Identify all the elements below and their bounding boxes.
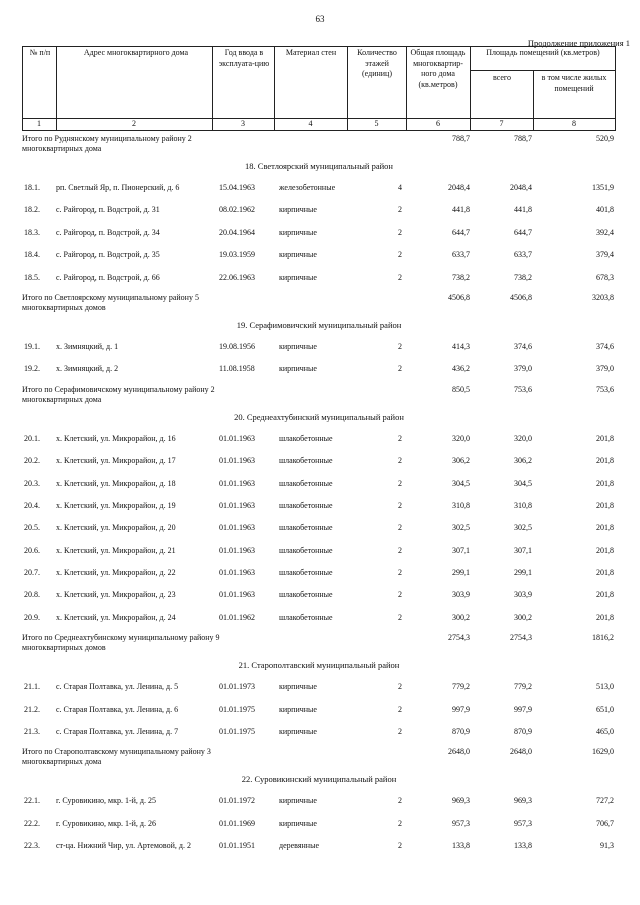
- total-label: Итого по Руднянскому муниципальному району 2 многоквартирных дома: [22, 134, 192, 153]
- row-floors: 2: [398, 364, 402, 374]
- col-line: [615, 46, 616, 131]
- row-col7: 379,0: [514, 364, 532, 374]
- header-num: 2: [132, 119, 136, 128]
- total-col8: 520,9: [596, 134, 614, 143]
- row-year: 01.01.1951: [219, 841, 255, 851]
- total-col8: 753,6: [596, 384, 614, 394]
- header-num: 3: [241, 119, 245, 128]
- table-row: [22, 451, 616, 473]
- row-col8: 379,4: [596, 250, 614, 260]
- row-year: 01.01.1963: [219, 456, 255, 466]
- row-address: х. Зимняцкий, д. 2: [56, 364, 119, 374]
- row-year: 20.04.1964: [219, 227, 255, 237]
- table-row: [22, 178, 616, 200]
- row-year: 11.08.1958: [219, 364, 255, 374]
- row-col8: 374,6: [596, 341, 614, 351]
- row-col6: 299,1: [452, 568, 470, 578]
- row-year: 19.03.1959: [219, 250, 255, 260]
- row-col6: 779,2: [452, 682, 470, 692]
- row-floors: 2: [398, 523, 402, 533]
- header-col6: Общая площадь многоквартир-ного дома (кв.метров): [410, 48, 466, 89]
- row-year: 01.01.1963: [219, 568, 255, 578]
- row-address: г. Суровикино, мкр. 1-й, д. 26: [56, 818, 156, 828]
- row-material: шлакобетонные: [279, 545, 333, 555]
- section-row: [22, 657, 616, 677]
- table-row: [22, 563, 616, 585]
- row-number: 21.3.: [24, 727, 40, 737]
- row-floors: 2: [398, 227, 402, 237]
- row-year: 01.01.1962: [219, 612, 255, 622]
- row-number: 20.4.: [24, 500, 40, 510]
- row-col6: 870,9: [452, 727, 470, 737]
- row-material: кирпичные: [279, 272, 317, 282]
- row-material: кирпичные: [279, 796, 317, 806]
- row-floors: 2: [398, 456, 402, 466]
- section-row: [22, 409, 616, 429]
- total-row: [22, 744, 616, 771]
- row-col8: 401,8: [596, 205, 614, 215]
- header-num: 5: [374, 119, 379, 128]
- row-floors: 2: [398, 727, 402, 737]
- row-number: 20.3.: [24, 478, 40, 488]
- table-row: [22, 200, 616, 222]
- header-top-rule: [22, 46, 616, 47]
- row-material: шлакобетонные: [279, 590, 333, 600]
- row-address: х. Клетский, ул. Микрорайон, д. 16: [56, 433, 176, 443]
- row-floors: 2: [398, 250, 402, 260]
- row-year: 08.02.1962: [219, 205, 255, 215]
- row-year: 01.01.1969: [219, 818, 255, 828]
- row-col8: 379,0: [596, 364, 614, 374]
- row-material: шлакобетонные: [279, 456, 333, 466]
- row-floors: 2: [398, 612, 402, 622]
- row-material: железобетонные: [279, 183, 336, 192]
- row-number: 20.5.: [24, 523, 40, 533]
- row-floors: 2: [398, 796, 402, 806]
- table-row: [22, 518, 616, 540]
- section-title: 19. Серафимовичский муниципальный район: [236, 319, 402, 330]
- table-row: [22, 791, 616, 813]
- row-year: 01.01.1963: [219, 523, 255, 533]
- row-col7: 644,7: [514, 227, 532, 237]
- row-col7: 2048,4: [510, 183, 532, 192]
- row-col7: 300,2: [514, 612, 532, 622]
- row-floors: 2: [398, 682, 402, 692]
- row-material: кирпичные: [279, 727, 317, 737]
- row-material: шлакобетонные: [279, 612, 333, 622]
- row-col7: 633,7: [514, 250, 532, 260]
- total-col8: 1816,2: [592, 633, 614, 643]
- table-row: [22, 223, 616, 245]
- row-col8: 201,8: [596, 478, 614, 488]
- row-material: шлакобетонные: [279, 523, 333, 533]
- row-col7: 302,5: [514, 523, 532, 533]
- row-col7: 133,8: [514, 841, 532, 851]
- total-col6: 4506,8: [448, 292, 470, 302]
- row-col8: 201,8: [596, 590, 614, 600]
- row-col8: 201,8: [596, 500, 614, 510]
- row-material: кирпичные: [279, 704, 317, 714]
- row-number: 19.2.: [24, 364, 40, 374]
- row-address: с. Старая Полтавка, ул. Ленина, д. 6: [56, 704, 179, 714]
- row-number: 18.1.: [24, 183, 40, 192]
- row-number: 20.6.: [24, 545, 40, 555]
- row-col6: 633,7: [452, 250, 470, 260]
- header-num: 8: [572, 119, 576, 128]
- row-material: кирпичные: [279, 341, 317, 351]
- row-col8: 392,4: [596, 227, 614, 237]
- row-material: деревянные: [279, 841, 320, 851]
- row-year: 01.01.1963: [219, 478, 255, 488]
- row-address: с. Райгород, п. Водстрой, д. 31: [56, 205, 160, 215]
- row-col8: 727,2: [596, 796, 614, 806]
- row-col8: 201,8: [596, 568, 614, 578]
- row-col6: 2048,4: [448, 183, 470, 192]
- header-col7: всего: [492, 73, 511, 82]
- row-year: 22.06.1963: [219, 272, 255, 282]
- row-col6: 310,8: [452, 500, 470, 510]
- row-address: х. Клетский, ул. Микрорайон, д. 20: [56, 523, 176, 533]
- table-row: [22, 337, 616, 359]
- row-number: 22.3.: [24, 841, 40, 851]
- row-col7: 738,2: [514, 272, 532, 282]
- table-row: [22, 585, 616, 607]
- row-col6: 969,3: [452, 796, 470, 806]
- row-address: с. Старая Полтавка, ул. Ленина, д. 5: [56, 682, 179, 692]
- row-col7: 374,6: [514, 341, 532, 351]
- row-address: с. Райгород, п. Водстрой, д. 66: [56, 272, 160, 282]
- row-address: с. Райгород, п. Водстрой, д. 35: [56, 250, 160, 260]
- row-col7: 969,3: [514, 796, 532, 806]
- row-col7: 310,8: [514, 500, 532, 510]
- row-col7: 303,9: [514, 590, 532, 600]
- row-address: с. Старая Полтавка, ул. Ленина, д. 7: [56, 727, 179, 737]
- row-address: х. Клетский, ул. Микрорайон, д. 22: [56, 568, 176, 578]
- row-number: 20.1.: [24, 433, 40, 443]
- row-col8: 1351,9: [592, 183, 614, 192]
- row-col7: 306,2: [514, 456, 532, 466]
- row-address: х. Клетский, ул. Микрорайон, д. 17: [56, 456, 176, 466]
- table-body: [22, 131, 616, 859]
- area-group-rule: [470, 70, 616, 71]
- row-col7: 441,8: [514, 205, 532, 215]
- row-number: 20.2.: [24, 456, 40, 466]
- row-col7: 299,1: [514, 568, 532, 578]
- header-col8: в том числе жилых помещений: [541, 73, 607, 93]
- row-col6: 957,3: [452, 818, 470, 828]
- row-col6: 302,5: [452, 523, 470, 533]
- row-material: кирпичные: [279, 682, 317, 692]
- row-year: 01.01.1963: [219, 545, 255, 555]
- row-floors: 2: [398, 704, 402, 714]
- row-col6: 307,1: [452, 545, 470, 555]
- row-col6: 436,2: [452, 364, 470, 374]
- row-col7: 320,0: [514, 433, 532, 443]
- row-address: х. Клетский, ул. Микрорайон, д. 19: [56, 500, 176, 510]
- row-year: 01.01.1963: [219, 500, 255, 510]
- row-col6: 414,3: [452, 341, 470, 351]
- row-col7: 779,2: [514, 682, 532, 692]
- row-col8: 678,3: [596, 272, 614, 282]
- table-row: [22, 474, 616, 496]
- section-title: 18. Светлоярский муниципальный район: [245, 161, 393, 171]
- table-row: [22, 722, 616, 744]
- row-col6: 644,7: [452, 227, 470, 237]
- row-material: кирпичные: [279, 818, 317, 828]
- row-material: шлакобетонные: [279, 433, 333, 443]
- row-address: х. Клетский, ул. Микрорайон, д. 24: [56, 612, 176, 622]
- total-row: [22, 131, 616, 158]
- total-col7: 753,6: [514, 384, 532, 394]
- header-col2: Адрес многоквартирного дома: [83, 48, 189, 57]
- row-col8: 201,8: [596, 433, 614, 443]
- row-col6: 738,2: [452, 272, 470, 282]
- table-row: [22, 359, 616, 381]
- table-row: [22, 700, 616, 722]
- row-material: кирпичные: [279, 205, 317, 215]
- row-material: кирпичные: [279, 250, 317, 260]
- row-year: 01.01.1973: [219, 682, 255, 692]
- row-number: 21.2.: [24, 704, 40, 714]
- section-row: [22, 771, 616, 791]
- row-col7: 307,1: [514, 545, 532, 555]
- row-number: 20.9.: [24, 612, 40, 622]
- row-address: х. Клетский, ул. Микрорайон, д. 18: [56, 478, 176, 488]
- total-label: Итого по Светлоярскому муниципальному району 5 многоквартирных домов: [22, 292, 199, 312]
- row-col6: 133,8: [452, 841, 470, 851]
- row-address: г. Суровикино, мкр. 1-й, д. 25: [56, 796, 156, 806]
- total-row: [22, 630, 616, 657]
- row-number: 22.2.: [24, 818, 40, 828]
- row-col8: 201,8: [596, 523, 614, 533]
- row-floors: 2: [398, 272, 402, 282]
- header-col3: Год ввода в эксплуата-цию: [218, 48, 270, 68]
- row-address: ст-ца. Нижний Чир, ул. Артемовой, д. 2: [56, 841, 191, 851]
- row-number: 18.4.: [24, 250, 40, 260]
- row-year: 01.01.1963: [219, 433, 255, 443]
- total-col7: 788,7: [514, 134, 532, 143]
- table-row: [22, 677, 616, 699]
- section-row: [22, 317, 616, 337]
- row-number: 18.5.: [24, 272, 40, 282]
- row-number: 21.1.: [24, 682, 40, 692]
- row-col6: 997,9: [452, 704, 470, 714]
- table-row: [22, 836, 616, 858]
- row-year: 01.01.1963: [219, 590, 255, 600]
- total-col6: 850,5: [452, 384, 470, 394]
- total-row: [22, 382, 616, 409]
- row-number: 22.1.: [24, 796, 40, 806]
- row-col8: 513,0: [596, 682, 614, 692]
- total-label: Итого по Среднеахтубинскому муниципальному району 9 многоквартирных домов: [22, 633, 220, 653]
- table-row: [22, 245, 616, 267]
- section-row: [22, 158, 616, 178]
- row-col7: 957,3: [514, 818, 532, 828]
- header-col1: № п/п: [29, 48, 51, 57]
- row-floors: 2: [398, 545, 402, 555]
- total-label: Итого по Старополтавскому муниципальному району 3 многоквартирных дома: [22, 747, 211, 767]
- table-header: [22, 46, 616, 131]
- row-col6: 441,8: [452, 205, 470, 215]
- header-num: 7: [499, 119, 504, 128]
- total-col7: 4506,8: [510, 292, 532, 302]
- row-year: 01.01.1975: [219, 727, 255, 737]
- row-floors: 2: [398, 818, 402, 828]
- row-address: х. Клетский, ул. Микрорайон, д. 21: [56, 545, 176, 555]
- row-col8: 465,0: [596, 727, 614, 737]
- row-number: 18.3.: [24, 227, 40, 237]
- row-col7: 870,9: [514, 727, 532, 737]
- row-number: 20.8.: [24, 590, 40, 600]
- header-num: 4: [308, 119, 313, 128]
- total-col6: 2754,3: [448, 633, 470, 643]
- header-num: 6: [436, 119, 440, 128]
- row-col8: 201,8: [596, 545, 614, 555]
- total-row: [22, 290, 616, 317]
- row-floors: 2: [398, 500, 402, 510]
- section-title: 22. Суровикинский муниципальный район: [241, 774, 397, 785]
- table-row: [22, 608, 616, 630]
- page-number: 63: [315, 14, 325, 24]
- header-area-group: Площадь помещений (кв.метров): [486, 48, 600, 57]
- section-title: 21. Старополтавский муниципальный район: [238, 660, 400, 671]
- row-number: 18.2.: [24, 205, 40, 215]
- row-col6: 300,2: [452, 612, 470, 622]
- section-title: 20. Среднеахтубинский муниципальный район: [234, 411, 404, 422]
- row-material: кирпичные: [279, 227, 317, 237]
- total-col8: 1629,0: [592, 747, 614, 757]
- row-floors: 2: [398, 590, 402, 600]
- row-address: х. Зимняцкий, д. 1: [56, 341, 119, 351]
- header-col4: Материал стен: [285, 48, 337, 57]
- table-row: [22, 496, 616, 518]
- row-col8: 706,7: [596, 818, 614, 828]
- row-address: с. Райгород, п. Водстрой, д. 34: [56, 227, 160, 237]
- total-col7: 2754,3: [510, 633, 532, 643]
- table-row: [22, 429, 616, 451]
- total-label: Итого по Серафимовичскому муниципальному району 2 многоквартирных дома: [22, 384, 215, 404]
- row-material: шлакобетонные: [279, 568, 333, 578]
- row-floors: 2: [398, 568, 402, 578]
- row-year: 15.04.1963: [219, 183, 255, 192]
- row-number: 19.1.: [24, 341, 40, 351]
- header-col5: Количество этажей (единиц): [357, 48, 397, 78]
- continuation-note: Продолжение приложения 1: [527, 38, 630, 48]
- row-floors: 2: [398, 433, 402, 443]
- header-num: 1: [37, 119, 41, 128]
- row-col8: 201,8: [596, 456, 614, 466]
- row-col7: 997,9: [514, 704, 532, 714]
- row-material: шлакобетонные: [279, 478, 333, 488]
- row-col8: 651,0: [596, 704, 614, 714]
- row-floors: 2: [398, 841, 402, 851]
- row-year: 19.08.1956: [219, 341, 255, 351]
- row-year: 01.01.1972: [219, 796, 255, 806]
- total-col6: 2648,0: [448, 747, 470, 757]
- row-col6: 304,5: [452, 478, 470, 488]
- row-address: х. Клетский, ул. Микрорайон, д. 23: [56, 590, 176, 600]
- row-floors: 2: [398, 478, 402, 488]
- row-col8: 201,8: [596, 612, 614, 622]
- row-material: шлакобетонные: [279, 500, 333, 510]
- row-col6: 320,0: [452, 433, 470, 443]
- row-col6: 306,2: [452, 456, 470, 466]
- row-material: кирпичные: [279, 364, 317, 374]
- row-floors: 4: [398, 183, 402, 192]
- table-row: [22, 268, 616, 290]
- row-number: 20.7.: [24, 568, 40, 578]
- row-col8: 91,3: [600, 841, 614, 851]
- row-year: 01.01.1975: [219, 704, 255, 714]
- total-col7: 2648,0: [510, 747, 532, 757]
- row-address: рп. Светлый Яр, п. Пионерский, д. 6: [56, 183, 180, 192]
- total-col8: 3203,8: [592, 292, 614, 302]
- row-floors: 2: [398, 205, 402, 215]
- total-col6: 788,7: [452, 134, 470, 143]
- row-floors: 2: [398, 341, 402, 351]
- row-col6: 303,9: [452, 590, 470, 600]
- table-row: [22, 814, 616, 836]
- row-col7: 304,5: [514, 478, 532, 488]
- table-row: [22, 541, 616, 563]
